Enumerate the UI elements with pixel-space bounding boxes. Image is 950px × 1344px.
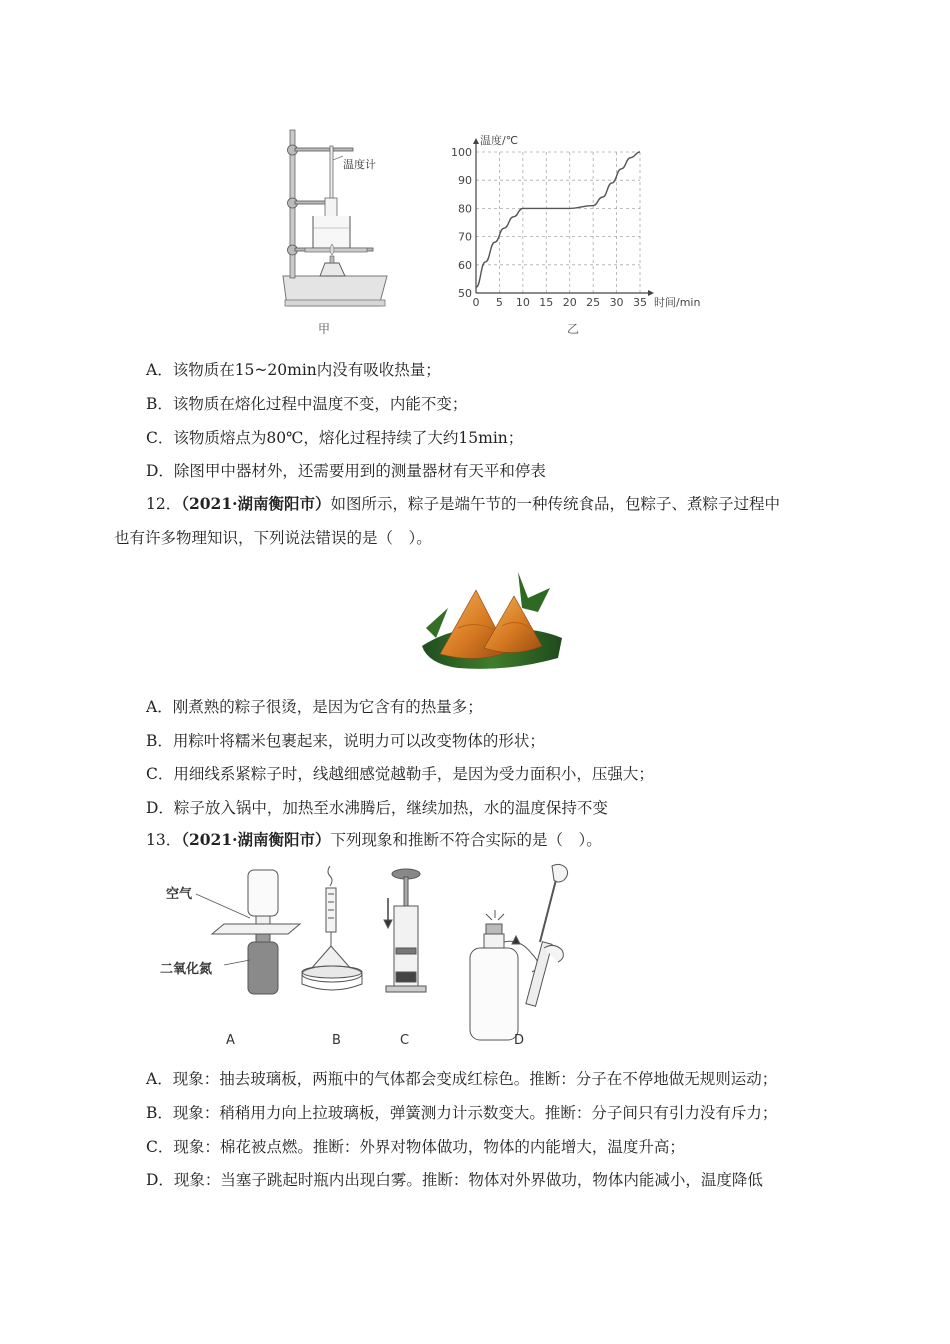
y-tick-label: 90	[458, 174, 472, 188]
q13-stem	[146, 830, 602, 850]
x-tick-label: 5	[495, 296, 503, 309]
q12-source: （2021·湖南衡阳市）	[181, 494, 331, 513]
q12-stem	[146, 494, 780, 514]
q13-option-d: D．现象：当塞子跳起时瓶内出现白雾。推断：物体对外界做功，物体内能减小，温度降低	[146, 1171, 763, 1189]
q13-option-c: C．现象：棉花被点燃。推断：外界对物体做功，物体的内能增大，温度升高；	[146, 1138, 685, 1156]
q12-option-c: C．用细线系紧粽子时，线越细感觉越勒手，是因为受力面积小，压强大；	[146, 765, 654, 783]
y-tick-label: 100	[451, 146, 472, 159]
figure-jia-apparatus	[275, 128, 395, 313]
q13-number: 13．	[146, 831, 182, 849]
panel-d-bottle-pump	[470, 864, 568, 1040]
panel-label-a: A	[226, 1033, 235, 1048]
panel-a-bottles	[212, 870, 300, 994]
thermometer-label: 温度计	[343, 158, 376, 171]
y-axis-label: 温度/℃	[480, 134, 519, 147]
q11-option-c: C．该物质熔点为80℃，熔化过程持续了大约15min；	[146, 429, 524, 447]
q12-stem-line1: 如图所示，粽子是端午节的一种传统食品，包粽子、煮粽子过程中	[330, 495, 781, 513]
x-tick-label: 15	[539, 296, 554, 309]
q13-option-b: B．现象：稍稍用力向上拉玻璃板，弹簧测力计示数变大。推断：分子间只有引力没有斥力；	[146, 1104, 778, 1122]
q12-option-a: A．刚煮熟的粽子很烫，是因为它含有的热量多；	[146, 698, 483, 716]
y-tick-label: 80	[458, 202, 472, 216]
panel-label-d: D	[514, 1033, 525, 1048]
x-tick-label: 25	[586, 296, 601, 309]
q13-option-a: A．现象：抽去玻璃板，两瓶中的气体都会变成红棕色。推断：分子在不停地做无规则运动；	[146, 1070, 778, 1088]
y-tick-label: 60	[458, 258, 472, 272]
x-tick-label: 10	[515, 296, 530, 309]
q13-figure	[160, 862, 600, 1052]
figure-jia-caption: 甲	[318, 322, 331, 336]
q13-source: （2021·湖南衡阳市）	[181, 830, 331, 849]
label-air: 空气	[166, 887, 193, 902]
panel-label-c: C	[400, 1033, 410, 1048]
q11-option-b: B．该物质在熔化过程中温度不变，内能不变；	[146, 395, 468, 413]
q12-stem-line2: 也有许多物理知识，下列说法错误的是（ ）。	[114, 529, 432, 547]
x-tick-label: 0	[472, 296, 480, 309]
q13-stem-text: 下列现象和推断不符合实际的是（ ）。	[330, 831, 602, 849]
label-no2: 二氧化氮	[160, 962, 213, 977]
figure-yi-chart	[450, 130, 720, 310]
q11-option-d: D．除图甲中器材外，还需要用到的测量器材有天平和停表	[146, 462, 546, 480]
panel-b-spring-scale	[302, 866, 362, 990]
q12-option-d: D．粽子放入锅中，加热至水沸腾后，继续加热，水的温度保持不变	[146, 799, 608, 817]
y-axis-arrow	[473, 138, 479, 144]
q11-option-a: A．该物质在15~20min内没有吸收热量；	[146, 361, 441, 379]
panel-c-air-compressor	[384, 869, 426, 992]
y-tick-label: 70	[458, 230, 472, 244]
figure-yi-caption: 乙	[567, 322, 580, 336]
x-axis-label: 时间/min	[654, 296, 701, 309]
x-tick-label: 30	[609, 296, 624, 309]
q12-option-b: B．用粽叶将糯米包裹起来，说明力可以改变物体的形状；	[146, 732, 545, 750]
zongzi-photo	[418, 568, 564, 672]
q12-number: 12．	[146, 495, 182, 513]
x-tick-label: 35	[633, 296, 647, 309]
panel-label-b: B	[332, 1033, 341, 1048]
x-tick-label: 20	[562, 296, 577, 309]
y-tick-label: 50	[458, 287, 472, 300]
series-line	[476, 152, 640, 287]
